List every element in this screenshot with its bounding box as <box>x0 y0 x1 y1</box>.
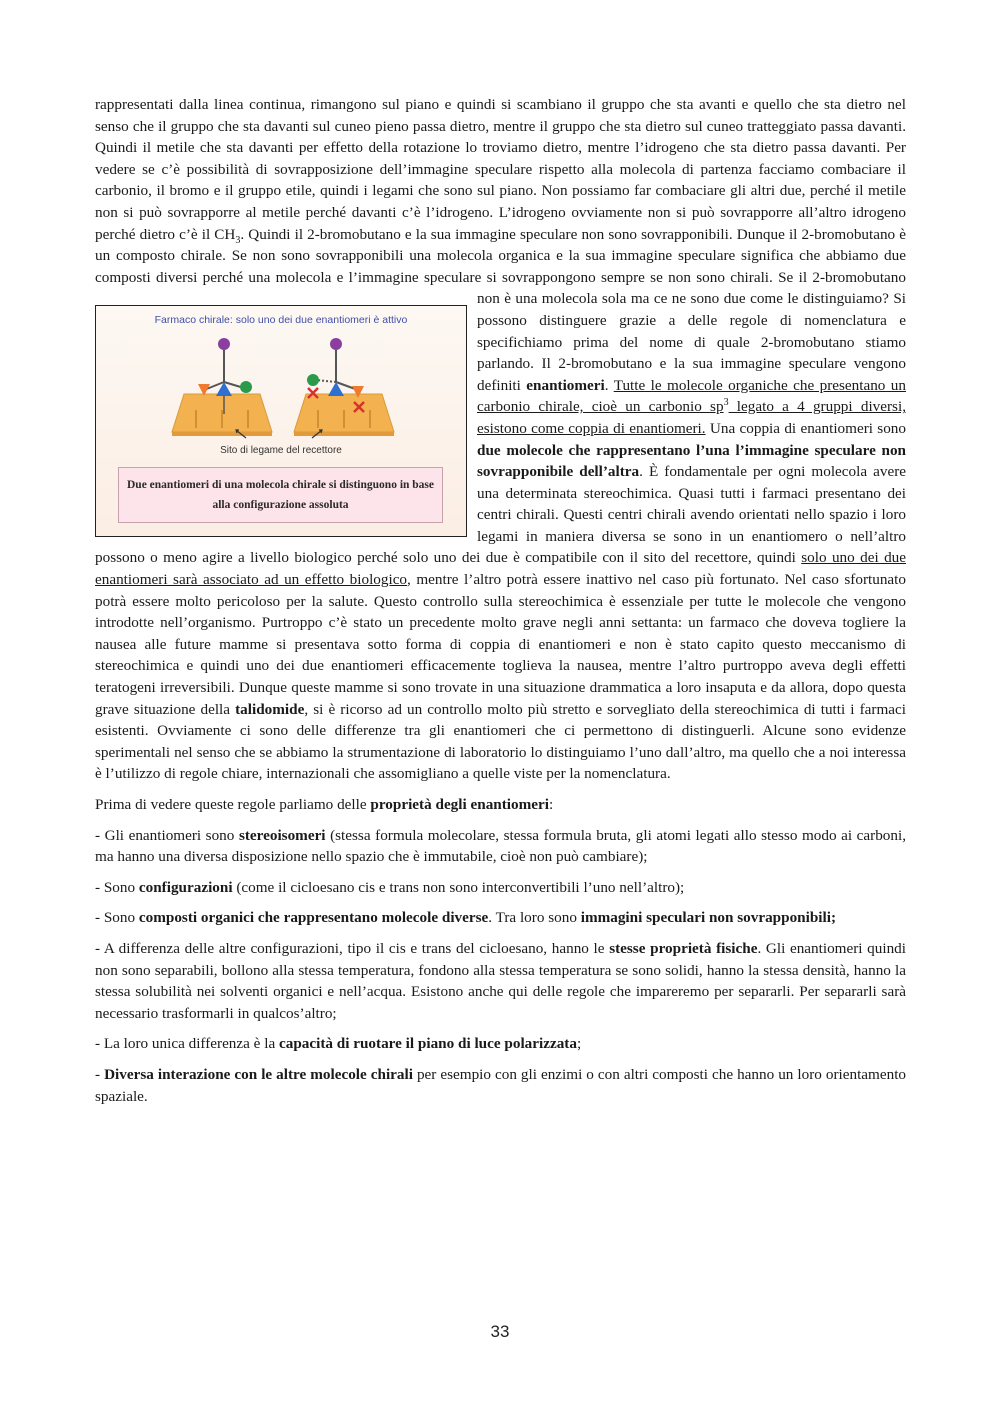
enantiomers-illustration <box>96 324 465 444</box>
text-run: . È fondamentale per ogni molecola avere una determinata stereochimica. Quasi tutti i farmaci presentano dei centri chirali. Questi centri chirali avendo orientati nello spazio i loro legami in maniera diversa se sono in un enantiomero o nell’altro possono o meno agire a livello biologico perché solo uno dei due è compatibile con il sito del recettore, quindi <box>95 463 906 567</box>
text-run: - <box>95 1065 105 1083</box>
text-run: - La loro unica differenza è la <box>95 1035 279 1053</box>
superscript: 3 <box>723 397 729 409</box>
bold-text: composti organici che rappresentano molecole diverse <box>138 909 489 927</box>
list-item <box>95 877 906 899</box>
bold-text: immagini speculari non sovrapponibili; <box>580 909 836 927</box>
bold-text: due molecole che rappresentano l’una l’immagine speculare non sovrapponibile dell’altra <box>477 441 906 481</box>
text-run: ; <box>576 1035 582 1053</box>
text-run: . Quindi il 2-bromobutano e la sua immagine speculare non sono sovrapponibili. Dunque il 2-bromobutano è un composto chirale. Se non sono sovrapponibili una molecola organica e la sua immagine speculare significa che abbiamo due composti diversi perché una molecola e l’immagine speculare si sovrappongono sempre se non sono chirali. Se il 2-bromobutano non è una molecola sola ma ce ne sono due come le distinguiamo? Si possono distinguere grazie a delle regole di nomenclatura e specifichiamo prima del nome di quale 2-bromobutano stiamo parlando. Il 2-bromobutano e la sua immagine speculare vengono definiti <box>95 225 906 394</box>
list-item <box>95 825 906 868</box>
text-run: , mentre l’altro potrà essere inattivo nel caso più fortunato. Nel caso sfortunato potrà essere molto pericoloso per la salute. Questo controllo sulla stereochimica è essenziale per tutte le molecole che vengono introdotte nell’organismo. Purtroppo c’è stato un precedente molto grave negli anni settanta: un farmaco che doveva togliere la nausea alle future mamme si presentava sotto forma di coppia di enantiomeri e non è stato capito questo meccanismo di stereochimica e quindi uno dei due enantiomeri efficacemente toglieva la nausea, mentre l’altro purtroppo aveva degli effetti teratogeni irreversibili. Dunque queste mamme si sono trovate in una situazione drammatica a loro insaputa e da allora, dopo questa grave situazione della <box>95 571 906 718</box>
text-run: (stessa formula molecolare, stessa formula bruta, gli atomi legati allo stesso modo ai carboni, ma hanno una diversa disposizione nello spazio che è immutabile, cioè non può cambiare); <box>95 826 906 866</box>
text-run: (come il cicloesano cis e trans non sono interconvertibili l’uno nell’altro); <box>232 878 685 896</box>
bold-text: enantiomeri <box>526 376 605 394</box>
list-item <box>95 938 906 1024</box>
underlined-text: legato a 4 gruppi diversi, esistono come coppia di enantiomeri. <box>477 398 906 437</box>
text-run: - Sono <box>95 909 139 927</box>
subscript: 3 <box>235 234 241 246</box>
receptor-site-left <box>172 394 272 436</box>
list-item <box>95 907 906 929</box>
text-run: . Tra loro sono <box>488 909 581 927</box>
bold-text: proprietà degli enantiomeri <box>370 796 549 813</box>
list-item <box>95 1033 906 1055</box>
paragraph-2 <box>95 794 906 816</box>
bold-text: stesse proprietà fisiche <box>609 939 758 957</box>
figure-title: Farmaco chirale: solo uno dei due enantiomeri è attivo <box>154 314 408 326</box>
bold-text: talidomide <box>235 700 305 718</box>
text-run: Una coppia di enantiomeri sono <box>705 419 906 437</box>
text-run: , si è ricorso ad un controllo molto più stretto e sorvegliato della stereochimica di tutti i farmaci esistenti. Ovviamente ci sono delle differenze tra gli enantiomeri che ci permettono di distinguerli. Alcune sono evidenze sperimentali nel senso che se abbiamo la strumentazione di laboratorio lo distinguiamo l’uno dall’altro, ma quello che a noi interessa è l’utilizzo di regole chiare, internazionali che assomigliano a quelle viste per la nomenclatura. <box>95 700 906 783</box>
text-run: - A differenza delle altre configurazioni, tipo il cis e trans del cicloesano, hanno le <box>95 939 610 957</box>
figure-caption: Due enantiomeri di una molecola chirale si distinguono in base alla configurazione assoluta <box>118 467 443 523</box>
page-body <box>95 94 906 1107</box>
text-run: - Gli enantiomeri sono <box>95 826 239 844</box>
text-run: per esempio con gli enzimi o con altri composti che hanno un loro orientamento spaziale. <box>95 1065 907 1105</box>
page-number: 33 <box>490 1322 510 1341</box>
bold-text: Diversa interazione con le altre molecole chirali <box>104 1065 413 1083</box>
atom-purple <box>330 338 342 350</box>
underlined-text: Tutte le molecole organiche che presentano un carbonio chirale, cioè un carbonio sp <box>477 376 906 416</box>
text-run: . Gli enantiomeri quindi non sono separabili, bollono alla stessa temperatura, fondono alla stessa temperatura se sono solidi, hanno la stessa densità, hanno la stessa solubilità nei solventi organici e nell’acqua. Esistono anche qui delle regole che impareremo per separarli. Per separarli sarà necessario trasformarli in qualcos’altro; <box>95 939 906 1022</box>
list-item <box>95 1064 906 1107</box>
bold-text: stereoisomeri <box>238 826 326 844</box>
text-run: : <box>548 796 554 813</box>
receptor-site-label: Sito di legame del recettore <box>220 445 342 456</box>
underlined-text: solo uno dei due enantiomeri sarà associato ad un effetto biologico <box>95 549 906 589</box>
receptor-site-right <box>294 394 394 436</box>
text-run: Prima di vedere queste regole parliamo delle <box>95 796 371 813</box>
chiral-drug-figure <box>95 305 467 537</box>
text-run: rappresentati dalla linea continua, rimangono sul piano e quindi si scambiano il gruppo che sta avanti e quello che sta dietro nel senso che il gruppo che sta davanti sul cuneo pieno passa dietro, mentre il gruppo che sta dietro sul cuneo tratteggiato passa davanti. Quindi il metile che sta davanti per effetto della rotazione lo troviamo dietro, mentre l’idrogeno che sta dietro passa davanti. Per vedere se c’è possibilità di sovrapposizione dell’immagine speculare rispetto alla molecola di partenza facciamo combaciare il carbonio, il bromo e il gruppo etile, quindi i legami che sono sul piano. Non possiamo far combaciare gli altri due, perché il metile non si può sovrapporre al metile perché davanti c’è l’idrogeno. L’idrogeno ovviamente non si può sovrapporre all’altro idrogeno perché dietro c’è il CH <box>95 96 906 243</box>
properties-list <box>95 825 906 1108</box>
atom-green <box>240 381 252 393</box>
text-run: . <box>604 376 614 394</box>
atom-purple <box>218 338 230 350</box>
atom-green <box>307 374 319 386</box>
bold-text: capacità di ruotare il piano di luce polarizzata <box>278 1035 577 1053</box>
bold-text: configurazioni <box>138 878 233 896</box>
text-run: - Sono <box>95 878 139 896</box>
